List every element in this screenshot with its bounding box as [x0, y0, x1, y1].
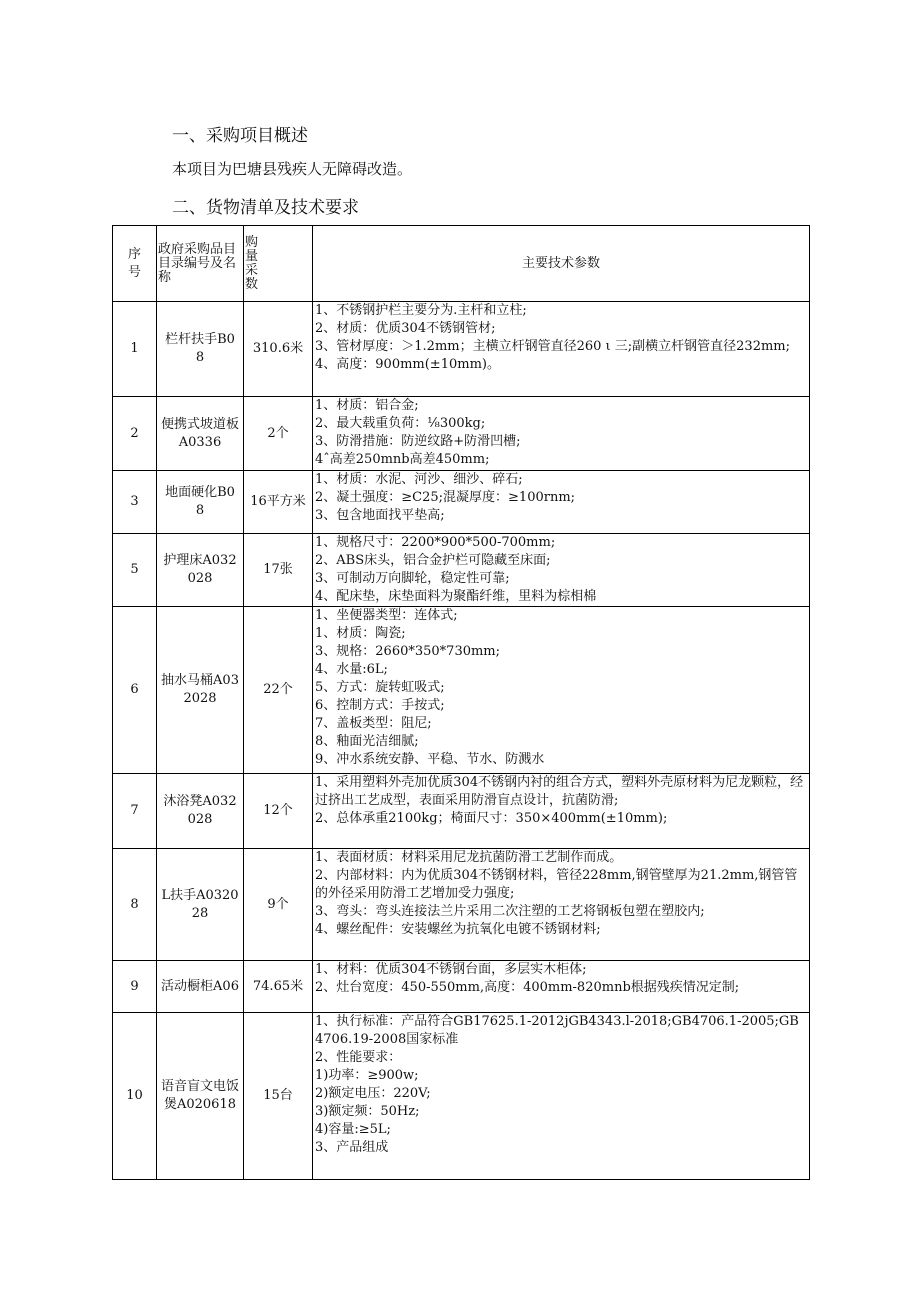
spec-line: 9、冲水系统安静、平稳、节水、防溅水 [315, 752, 545, 767]
header-spec: 主要技术参数 [313, 226, 810, 302]
spec-line: 2、性能要求： [315, 1050, 402, 1065]
row-seq: 5 [113, 534, 157, 607]
spec-line: 8、釉面光洁细腻; [315, 734, 419, 749]
spec-line: 2)额定电压：220V; [315, 1086, 431, 1101]
header-name: 政府采购品目目录编号及名称 [157, 226, 244, 302]
row-quantity: 9个 [244, 849, 313, 961]
spec-line: 2、材质：优质304不锈钢管材; [315, 321, 496, 336]
spec-line: 1、执行标准：产品符合GB17625.1-2012jGB4343.l-2018;GB4706.1-2005;GB4706.19-2008国家标准 [315, 1014, 799, 1047]
row-spec [313, 607, 810, 774]
spec-line: 4、配床垫，床垫面料为聚酯纤维，里料为棕相棉 [315, 589, 597, 604]
table-row [113, 961, 810, 1013]
spec-line: 4)容量:≥5L; [315, 1122, 391, 1137]
row-seq: 2 [113, 397, 157, 471]
table-row [113, 534, 810, 607]
row-item-name: 护理床A032028 [157, 534, 244, 607]
spec-line: 3、产品组成 [315, 1140, 389, 1155]
spec-line: 3、可制动万向脚轮，稳定性可靠; [315, 571, 510, 586]
row-spec [313, 1013, 810, 1180]
spec-line: 2、内部材料：内为优质304不锈钢材料，管径228mm,钢管壁厚为21.2mm,钢管管的外径采用防滑工艺增加受力强度; [315, 868, 798, 901]
spec-line: 3、管材厚度：＞1.2mm；主横立杆钢管直径260 ι 三;副横立杆钢管直径232mm; [315, 339, 791, 354]
spec-line: 1、材料：优质304不锈钢台面，多层实木柜体; [315, 962, 587, 977]
header-qty: 购量采数 [244, 226, 313, 302]
spec-line: 2、总体承重2100kg；椅面尺寸：350×400mm(±10mm); [315, 811, 668, 826]
row-spec [313, 849, 810, 961]
section-heading-goods: 二、货物清单及技术要求 [172, 198, 359, 218]
table-row [113, 774, 810, 849]
header-seq: 序号 [113, 226, 157, 302]
goods-table [112, 225, 810, 1180]
spec-line: 1、材质：水泥、河沙、细沙、碎石; [315, 472, 523, 487]
spec-line: 3、弯头：弯头连接法兰片采用二次注塑的工艺将钢板包塑在塑胶内; [315, 904, 705, 919]
row-spec [313, 774, 810, 849]
row-spec [313, 471, 810, 534]
row-item-name: 便携式坡道板A0336 [157, 397, 244, 471]
row-item-name: L扶手A032028 [157, 849, 244, 961]
row-quantity: 74.65米 [244, 961, 313, 1013]
spec-line: 3、规格：2660*350*730mm; [315, 644, 501, 659]
spec-line: 7、盖板类型：阻尼; [315, 716, 432, 731]
spec-line: 2、凝土强度：≥C25;混凝厚度：≥100rnm; [315, 490, 576, 505]
spec-line: 1、采用塑料外壳加优质304不锈钢内衬的组合方式，塑料外壳原材料为尼龙颗粒，经过挤出工艺成型，表面采用防滑盲点设计，抗菌防滑; [315, 775, 804, 808]
row-seq: 8 [113, 849, 157, 961]
spec-line: 1、表面材质：材料采用尼龙抗菌防滑工艺制作而成。 [315, 850, 623, 865]
row-item-name: 沐浴凳A032028 [157, 774, 244, 849]
row-item-name: 抽水马桶A032028 [157, 607, 244, 774]
spec-line: 2、灶台宽度：450-550mm,高度：400mm-820mnb根据残疾情况定制; [315, 980, 740, 995]
row-quantity: 15台 [244, 1013, 313, 1180]
row-seq: 3 [113, 471, 157, 534]
table-row [113, 849, 810, 961]
spec-line: 1、材质：铝合金; [315, 398, 419, 413]
table-row [113, 397, 810, 471]
row-item-name: 栏杆扶手B08 [157, 302, 244, 397]
row-quantity: 2个 [244, 397, 313, 471]
spec-line: 4ˆ高差250mnb高差450mm; [315, 452, 490, 467]
spec-line: 1、材质：陶瓷; [315, 626, 406, 641]
spec-line: 1、坐便器类型：连体式; [315, 608, 458, 623]
spec-line: 1)功率：≥900w; [315, 1068, 419, 1083]
spec-line: 1、规格尺寸：2200*900*500-700mm; [315, 535, 556, 550]
row-seq: 10 [113, 1013, 157, 1180]
table-row [113, 302, 810, 397]
table-header-row [113, 226, 810, 302]
spec-line: 3、防滑措施：防逆纹路+防滑凹槽; [315, 434, 521, 449]
spec-line: 3)额定频：50Hz; [315, 1104, 420, 1119]
table-row [113, 471, 810, 534]
spec-line: 6、控制方式：手按式; [315, 698, 445, 713]
row-quantity: 22个 [244, 607, 313, 774]
spec-line: 5、方式：旋转虹吸式; [315, 680, 445, 695]
row-spec [313, 961, 810, 1013]
section-heading-overview: 一、采购项目概述 [172, 126, 308, 146]
spec-line: 1、不锈钢护栏主要分为.主杆和立柱; [315, 303, 527, 318]
spec-line: 2、最大载重负荷：⅛300kg; [315, 416, 486, 431]
row-spec [313, 534, 810, 607]
spec-line: 3、包含地面找平垫高; [315, 508, 445, 523]
spec-line: 4、螺丝配件：安装螺丝为抗氧化电镀不锈钢材料; [315, 922, 601, 937]
spec-line: 2、ABS床头，铝合金护栏可隐藏至床面; [315, 553, 551, 568]
row-item-name: 活动橱柜A06 [157, 961, 244, 1013]
spec-line: 4、高度：900mm(±10mm)。 [315, 357, 500, 372]
row-seq: 1 [113, 302, 157, 397]
row-item-name: 地面硬化B08 [157, 471, 244, 534]
table-row [113, 607, 810, 774]
row-quantity: 310.6米 [244, 302, 313, 397]
row-quantity: 16平方米 [244, 471, 313, 534]
row-seq: 7 [113, 774, 157, 849]
row-seq: 9 [113, 961, 157, 1013]
row-spec [313, 397, 810, 471]
intro-paragraph: 本项目为巴塘县残疾人无障碍改造。 [172, 160, 413, 178]
row-item-name: 语音盲文电饭煲A020618 [157, 1013, 244, 1180]
row-seq: 6 [113, 607, 157, 774]
row-spec [313, 302, 810, 397]
row-quantity: 17张 [244, 534, 313, 607]
table-row [113, 1013, 810, 1180]
spec-line: 4、水量:6L; [315, 662, 388, 677]
row-quantity: 12个 [244, 774, 313, 849]
